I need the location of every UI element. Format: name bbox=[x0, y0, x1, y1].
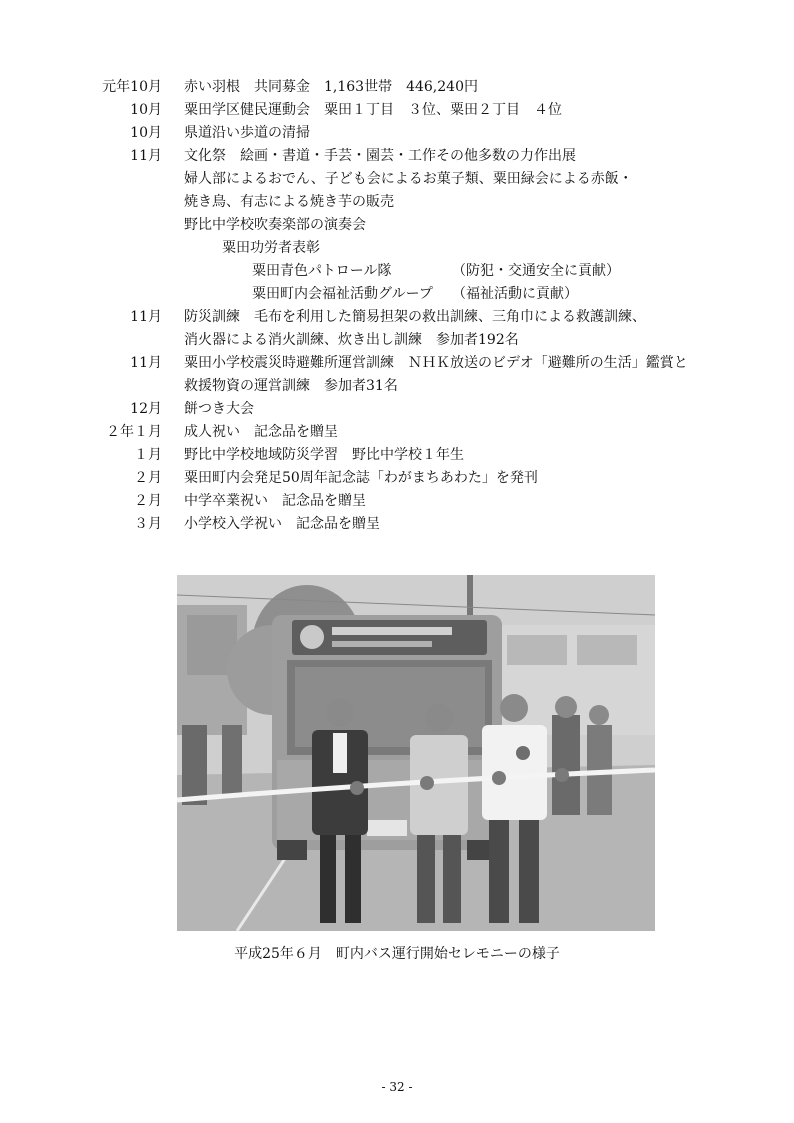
list-item bbox=[0, 145, 794, 168]
list-item bbox=[0, 306, 794, 329]
entry-text: 中学卒業祝い 記念品を贈呈 bbox=[184, 493, 366, 509]
entry-text: 小学校入学祝い 記念品を贈呈 bbox=[184, 516, 380, 532]
list-item bbox=[0, 122, 794, 145]
list-item bbox=[0, 375, 794, 398]
entry-date: 11月 bbox=[130, 148, 162, 164]
entry-text: 粟田町内会発足50周年記念誌「わがまちあわた」を発刊 bbox=[184, 470, 538, 486]
entry-text: 県道沿い歩道の清掃 bbox=[184, 125, 310, 141]
entry-date: 10月 bbox=[130, 102, 162, 118]
list-item bbox=[0, 329, 794, 352]
entry-date: ２月 bbox=[134, 470, 162, 486]
list-item bbox=[0, 444, 794, 467]
list-item bbox=[0, 352, 794, 375]
entry-text: 野比中学校地域防災学習 野比中学校１年生 bbox=[184, 447, 464, 463]
page-number: - 32 - bbox=[381, 1080, 413, 1094]
ribbon-cutting-photo bbox=[177, 575, 655, 931]
entry-text: 焼き鳥、有志による焼き芋の販売 bbox=[184, 194, 394, 210]
entry-date: １月 bbox=[134, 447, 162, 463]
list-item bbox=[0, 260, 794, 283]
entry-text: 粟田学区健民運動会 粟田１丁目 ３位、粟田２丁目 ４位 bbox=[184, 102, 562, 118]
entry-text: 文化祭 絵画・書道・手芸・園芸・工作その他多数の力作出展 bbox=[184, 148, 576, 164]
list-item bbox=[0, 513, 794, 536]
list-item bbox=[0, 490, 794, 513]
entry-note: （福祉活動に貢献） bbox=[452, 286, 578, 302]
entry-text: 粟田青色パトロール隊 bbox=[252, 263, 392, 279]
entry-note: （防犯・交通安全に貢献） bbox=[452, 263, 620, 279]
entry-text: 粟田功労者表彰 bbox=[222, 240, 320, 256]
list-item bbox=[0, 76, 794, 99]
list-item bbox=[0, 421, 794, 444]
event-list bbox=[0, 76, 794, 536]
entry-date: 10月 bbox=[130, 125, 162, 141]
entry-date: ２年１月 bbox=[106, 424, 162, 440]
list-item bbox=[0, 398, 794, 421]
entry-text: 餅つき大会 bbox=[184, 401, 254, 417]
entry-text: 粟田町内会福祉活動グループ bbox=[252, 286, 433, 302]
entry-text: 婦人部によるおでん、子ども会によるお菓子類、粟田緑会による赤飯・ bbox=[184, 171, 633, 187]
entry-text: 消火器による消火訓練、炊き出し訓練 参加者192名 bbox=[184, 332, 519, 348]
list-item bbox=[0, 99, 794, 122]
entry-text: 粟田小学校震災時避難所運営訓練 ＮＨＫ放送のビデオ「避難所の生活」鑑賞と bbox=[184, 355, 688, 371]
list-item bbox=[0, 168, 794, 191]
list-item bbox=[0, 214, 794, 237]
entry-date: ３月 bbox=[134, 516, 162, 532]
list-item bbox=[0, 467, 794, 490]
entry-text: 救援物資の運営訓練 参加者31名 bbox=[184, 378, 398, 394]
list-item bbox=[0, 237, 794, 260]
list-item bbox=[0, 283, 794, 306]
entry-text: 野比中学校吹奏楽部の演奏会 bbox=[184, 217, 366, 233]
entry-date: 11月 bbox=[130, 355, 162, 371]
entry-date: 12月 bbox=[130, 401, 162, 417]
photo-caption: 平成25年６月 町内バス運行開始セレモニーの様子 bbox=[234, 946, 560, 962]
entry-date: 11月 bbox=[130, 309, 162, 325]
entry-text: 赤い羽根 共同募金 1,163世帯 446,240円 bbox=[184, 79, 478, 95]
entry-text: 防災訓練 毛布を利用した簡易担架の救出訓練、三角巾による救護訓練、 bbox=[184, 309, 646, 325]
entry-text: 成人祝い 記念品を贈呈 bbox=[184, 424, 338, 440]
entry-date: ２月 bbox=[134, 493, 162, 509]
photo-illustration bbox=[177, 575, 655, 931]
entry-date: 元年10月 bbox=[102, 79, 162, 95]
list-item bbox=[0, 191, 794, 214]
